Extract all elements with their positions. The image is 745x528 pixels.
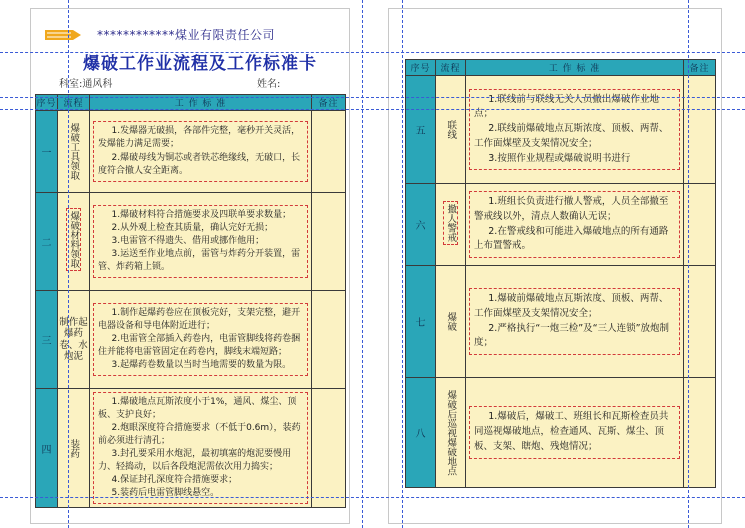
guide-line [68, 0, 69, 528]
column-seq: 序号 [406, 60, 436, 76]
standard-line: 3.按照作业规程或爆破说明书进行 [488, 152, 631, 164]
left-standard-table [35, 94, 346, 508]
standard-line: 2.严格执行“一炮三检”及“三人连锁”放炮制度； [474, 322, 670, 349]
standard-box [469, 406, 680, 458]
column-note: 备注 [684, 60, 716, 76]
column-standard: 工 作 标 准 [90, 95, 312, 111]
row-seq: 七 [406, 266, 436, 378]
guide-line [362, 0, 363, 528]
column-process: 流程 [436, 60, 466, 76]
guide-line [688, 0, 689, 528]
row-process: 制作起爆药卷、水炮泥 [58, 291, 90, 389]
table-row [406, 266, 716, 378]
table-row [406, 76, 716, 184]
column-process: 流程 [58, 95, 90, 111]
row-process: 爆破工具领取 [68, 123, 80, 180]
standard-line: 2.在警戒线和可能进入爆破地点的所有通路上布置警戒。 [474, 225, 669, 252]
standard-line: 1.制作起爆药卷应在顶板完好，支架完整，避开电器设备和导电体附近进行； [98, 307, 301, 331]
department-label: 科室:通风科 [59, 79, 113, 90]
name-label: 姓名: [257, 79, 281, 90]
standard-line: 2.爆破母线为铜芯或者铁芯绝缘线，无破口，长度符合撤人安全距离。 [98, 152, 301, 176]
right-standard-table [405, 59, 716, 488]
company-name: ************煤业有限责任公司 [97, 28, 276, 42]
table-row [406, 378, 716, 488]
document-title: 爆破工作业流程及工作标准卡 [83, 54, 317, 74]
standard-line: 1.爆破前爆破地点瓦斯浓度、顶板、两帮、工作面煤壁及支架情况安全； [474, 293, 669, 319]
row-process: 爆破后巡视爆破地点 [445, 389, 457, 476]
row-seq: 一 [36, 111, 58, 193]
standard-line: 1.发爆器无破损，各部件完整，毫秒开关灵活，发爆能力满足需要； [98, 126, 301, 150]
standard-box [469, 89, 680, 171]
standard-line: 3.封孔要采用水炮泥，最初填塞的炮泥要慢用力、轻捣动，以后各段炮泥需依次用力捣实； [98, 449, 292, 473]
table-row [36, 111, 346, 193]
guide-line [0, 52, 745, 53]
row-seq: 五 [406, 76, 436, 184]
standard-line: 3.电雷管不得遗失、借用或挪作他用； [111, 235, 265, 246]
column-note: 备注 [312, 95, 346, 111]
row-seq: 四 [36, 389, 58, 508]
standard-line: 3.起爆药卷数量以当时当地需要的数量为限。 [111, 360, 292, 371]
row-seq: 三 [36, 291, 58, 389]
row-note [312, 193, 346, 291]
row-process: 撤人警戒 [445, 203, 457, 242]
standard-line: 4.保证封孔深度符合措施要求； [111, 475, 238, 486]
guide-line [402, 0, 403, 528]
row-process: 爆破 [445, 312, 457, 331]
row-seq: 二 [36, 193, 58, 291]
guide-line [0, 109, 745, 110]
standard-line: 1.爆破材料符合措施要求及四联单要求数量； [111, 209, 292, 220]
row-note [312, 111, 346, 193]
standard-box [93, 205, 308, 278]
standard-line: 1.联线前与联线无关人员撤出爆破作业地点； [474, 93, 659, 120]
left-page [30, 8, 350, 524]
standard-line: 1.班组长负责进行撤人警戒，人员全部撤至警戒线以外，清点人数确认无误； [474, 196, 669, 222]
row-process: 联线 [445, 120, 457, 139]
standard-line: 2.电雷管全部插入药卷内，电雷管脚线将药卷捆住并能将电雷管固定在药卷内，脚线末端短路； [98, 333, 301, 358]
table-row [406, 184, 716, 266]
column-standard: 工 作 标 准 [466, 60, 684, 76]
standard-box [93, 121, 308, 181]
standard-box [93, 392, 308, 504]
standard-line: 5.装药后电雷管脚线悬空。 [111, 488, 220, 499]
table-row [36, 193, 346, 291]
row-seq: 六 [406, 184, 436, 266]
company-logo-icon [43, 27, 83, 43]
row-process: 爆破材料领取 [68, 211, 80, 269]
standard-box [93, 303, 308, 376]
table-row [36, 389, 346, 508]
standard-line: 1.爆破地点瓦斯浓度小于1%，通风、煤尘、顶板、支护良好； [98, 397, 297, 421]
standard-line: 3.运送至作业地点前，雷管与炸药分开装置，雷管、炸药箱上锁。 [98, 249, 301, 273]
standard-line: 2.从外观上检查其质量，确认完好无损； [111, 222, 274, 233]
guide-line [0, 497, 745, 498]
standard-line: 2.炮眼深度符合措施要求（不低于0.6m），装药前必须进行清孔； [98, 423, 301, 447]
standard-box [469, 191, 680, 258]
guide-line [0, 97, 745, 98]
column-seq: 序号 [36, 95, 58, 111]
table-row [36, 291, 346, 389]
row-note [312, 291, 346, 389]
row-process: 装药 [68, 438, 80, 458]
standard-line: 1.爆破后，爆破工、班组长和瓦斯检查员共同巡视爆破地点，检查通风、瓦斯、煤尘、顶板、支架、瞎炮、残炮情况； [474, 411, 669, 452]
standard-line: 2.联线前爆破地点瓦斯浓度、顶板、两帮、工作面煤壁及支架情况安全； [474, 123, 669, 149]
right-page [388, 8, 722, 524]
standard-box [469, 288, 680, 355]
row-seq: 八 [406, 378, 436, 488]
row-note [312, 389, 346, 508]
